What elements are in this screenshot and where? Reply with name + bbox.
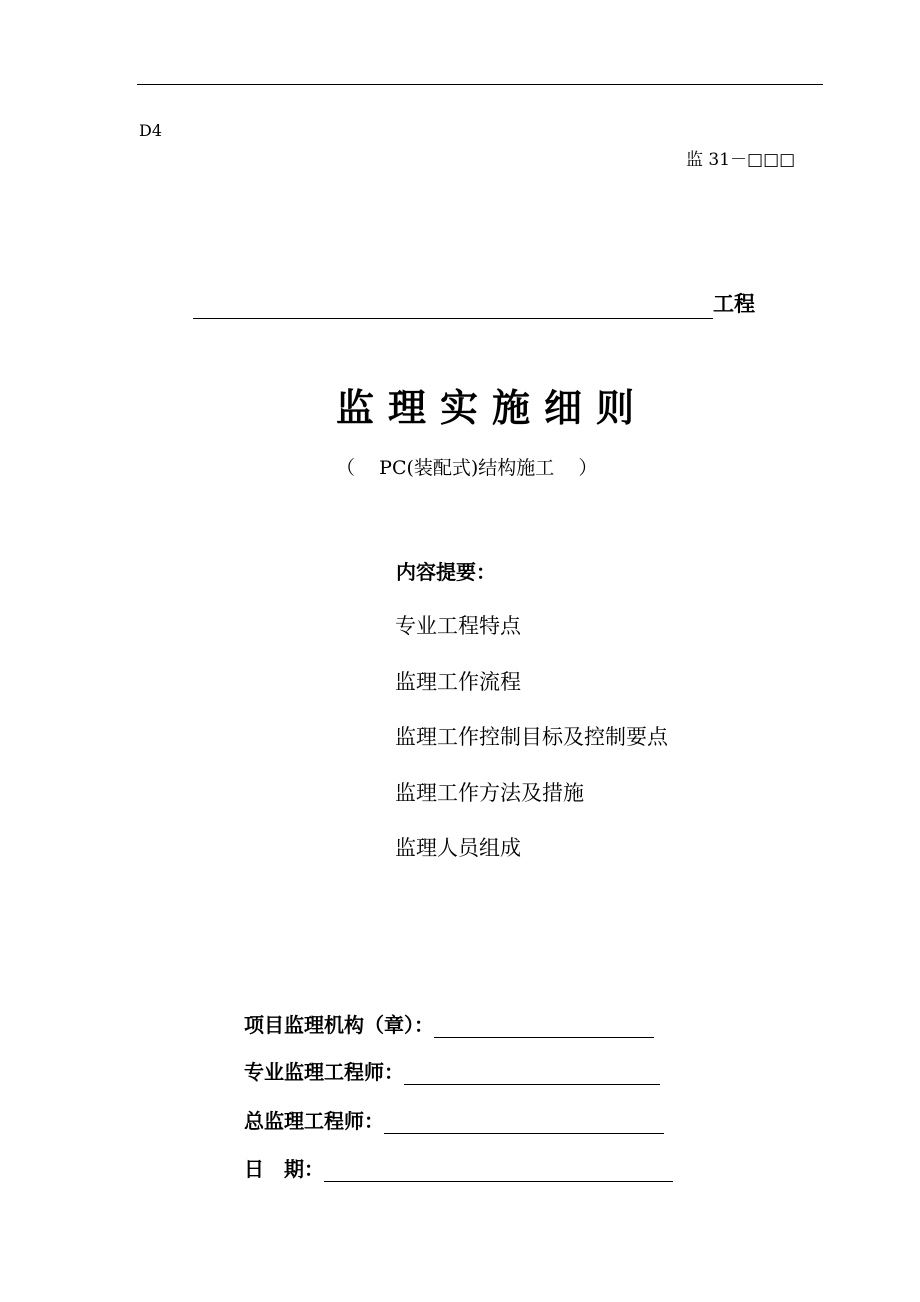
document-title: 监理实施细则	[335, 386, 648, 430]
organization-label: 项目监理机构（章）：	[244, 1013, 434, 1037]
list-item: 监理工作方法及措施	[395, 780, 584, 805]
chief-label: 总监理工程师：	[244, 1109, 384, 1133]
date-signature-row	[244, 1154, 673, 1182]
organization-blank	[434, 1015, 654, 1038]
specialist-signature-row	[244, 1057, 660, 1085]
list-item: 监理工作控制目标及控制要点	[395, 725, 668, 749]
chief-signature-row	[244, 1106, 664, 1134]
contents-list	[395, 612, 668, 890]
organization-signature-row	[244, 1010, 654, 1038]
project-suffix: 工程	[713, 292, 755, 316]
list-item: 监理人员组成	[395, 836, 521, 860]
document-code: D4	[139, 121, 163, 140]
list-item: 专业工程特点	[395, 614, 521, 638]
header-rule	[137, 84, 823, 85]
date-label: 日 期：	[244, 1157, 324, 1181]
form-number: 监 31－□□□	[686, 150, 796, 170]
list-item: 监理工作流程	[395, 669, 521, 694]
contents-heading: 内容提要：	[396, 560, 496, 584]
specialist-label: 专业监理工程师：	[244, 1060, 404, 1084]
specialist-blank	[404, 1062, 660, 1085]
project-name-blank	[193, 290, 713, 319]
date-blank	[324, 1159, 673, 1182]
document-subtitle: （ PC(装配式)结构施工 ）	[336, 457, 598, 479]
chief-blank	[384, 1111, 664, 1134]
